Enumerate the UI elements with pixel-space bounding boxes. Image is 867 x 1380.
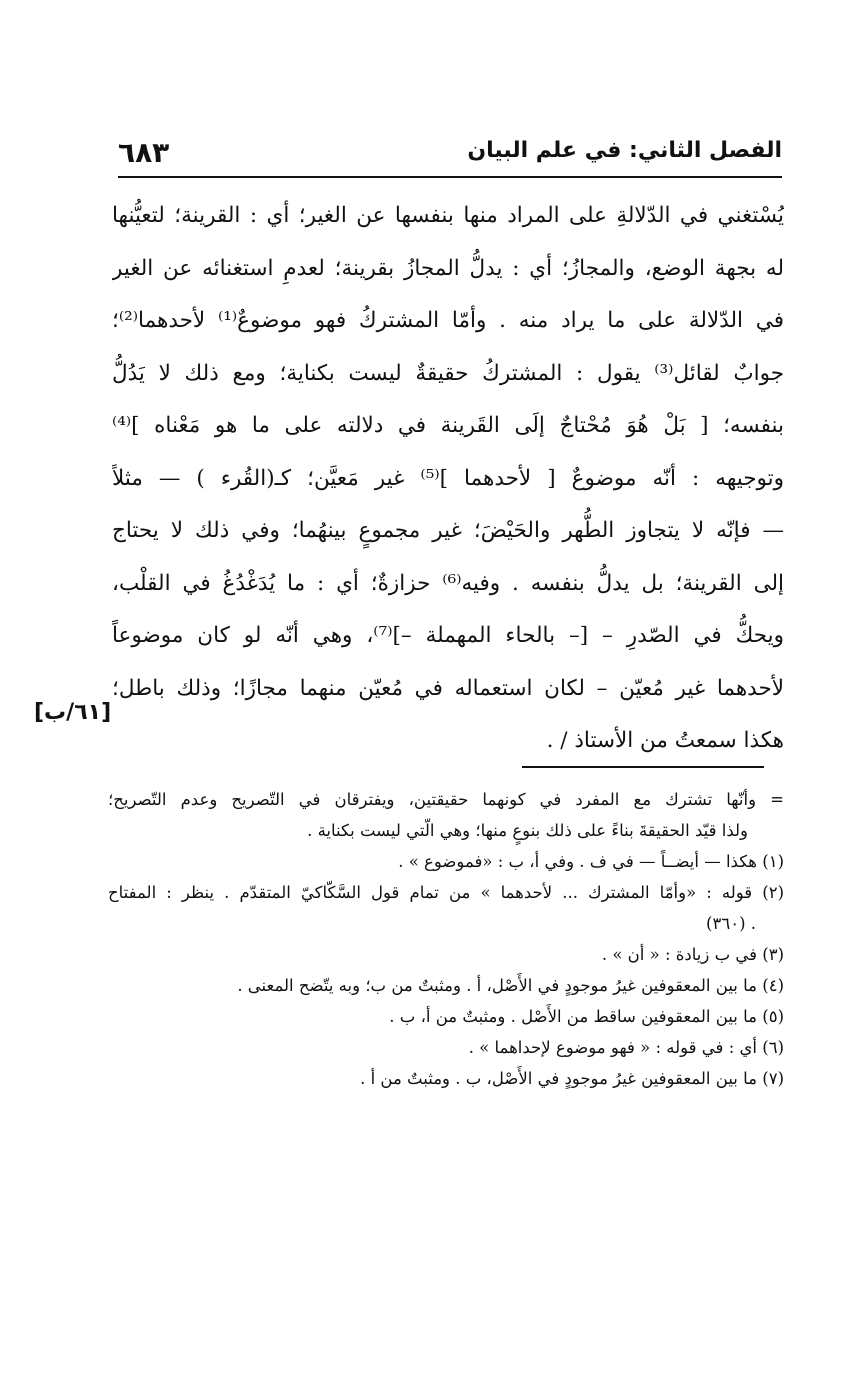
body-line: له بجهة الوضع، والمجازُ؛ أي : يدلُّ المجازُ بقرينة؛ لعدمِ استغنائه عن الغير [112, 255, 784, 281]
footnote-line: (٦) أي : في قوله : « فهو موضوع لإحداهما » . [468, 1038, 784, 1057]
footnote-line: (٤) ما بين المعقوفين غيرُ موجودٍ في الأَصْل، أ . ومثبتٌ من ب؛ وبه يتّضح المعنى . [237, 976, 784, 995]
body-line: ويحكُّ في الصّدرِ – [– بالحاء المهملة –]⁽⁷⁾، وهي أنّه لو كان موضوعاً [112, 623, 784, 648]
chapter-title: الفصل الثاني: في علم البيان [467, 138, 782, 163]
footnote-line: (٥) ما بين المعقوفين ساقط من الأَصْل . ومثبتٌ من أ، ب . [389, 1007, 784, 1026]
footnote-line: ولذا قيّد الحقيقةَ بناءً على ذلك بنوعٍ منها؛ وهي الّتي ليست بكناية . [307, 821, 748, 840]
body-line: بنفسه؛ [ بَلْ هُوَ مُحْتاجٌ إلَى القَرينة في دلالته على ما هو مَعْناه ]⁽⁴⁾ [112, 413, 784, 438]
main-text [112, 190, 784, 768]
footnote-line: (٧) ما بين المعقوفين غيرُ موجودٍ في الأَصْل، ب . ومثبتٌ من أ . [360, 1069, 784, 1088]
footnote-line: . (٣٦٠) [706, 914, 756, 933]
footnote-line: (٢) قوله : «وأمّا المشترك ... لأحدهما » من تمام قول السَّكّاكيّ المتقدّم . ينظر : المفتاح [108, 883, 784, 902]
body-line: جوابٌ لقائل⁽³⁾ يقول : المشتركُ حقيقةٌ ليست بكناية؛ ومع ذلك لا يَدُلُّ [112, 360, 784, 386]
body-line: إلى القرينة؛ بل يدلُّ بنفسه . وفيه⁽⁶⁾ حزازةٌ؛ أي : ما يُدَغْدُغُ في القلْب، [112, 570, 784, 596]
body-line: لأحدهما غير مُعيّن – لكان استعماله في مُعيّن منهما مجازًا؛ وذلك باطل؛ [112, 675, 784, 701]
header-divider [118, 176, 782, 178]
body-line: هكذا سمعتُ من الأستاذ / . [546, 728, 784, 753]
manuscript-folio-marker: [٦١/ب] [34, 700, 112, 725]
body-line: وتوجيهه : أنّه موضوعٌ [ لأحدهما ]⁽⁵⁾ غير مَعيَّن؛ كـ(القُرء ) — مثلاً [112, 465, 784, 491]
body-line: يُسْتغني في الدّلالةِ على المراد منها بنفسها عن الغير؛ أي : القرينة؛ لتعيُّنها [112, 203, 784, 228]
footnote-line: (٣) في ب زيادة : « أن » . [601, 945, 784, 964]
footnote-line: = وأنّها تشترك مع المفرد في كونهما حقيقتين، ويفترقان في التّصريح وعدم التّصريح؛ [108, 790, 784, 809]
body-line: في الدّلالة على ما يراد منه . وأمّا المشتركُ فهو موضوعٌ⁽¹⁾ لأحدهما⁽²⁾؛ [112, 308, 784, 333]
footnote-line: (١) هكذا — أيضــاً — في ف . وفي أ، ب : «فموضوع » . [398, 852, 784, 871]
page-number: ٦٨٣ [118, 136, 170, 169]
footnote-divider [522, 766, 764, 768]
footnotes [108, 784, 784, 1094]
body-line: — فإنّه لا يتجاوز الطُّهر والحَيْضَ؛ غير مجموعٍ بينهُما؛ وفي ذلك لا يحتاج [112, 518, 784, 543]
page-header [118, 136, 782, 172]
